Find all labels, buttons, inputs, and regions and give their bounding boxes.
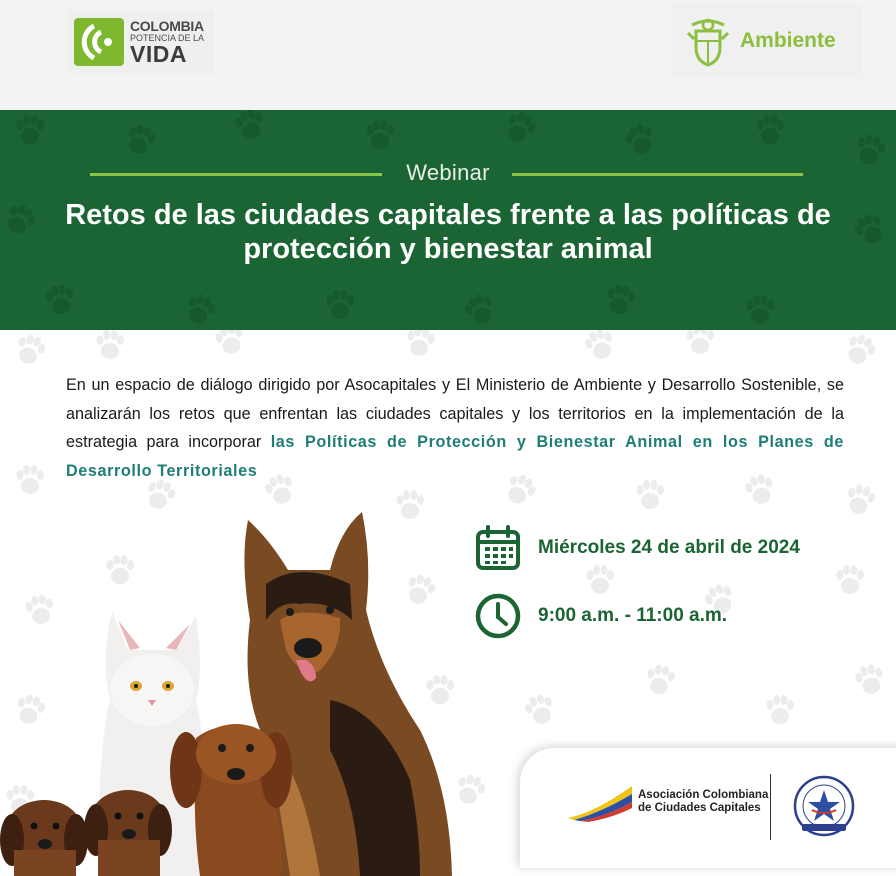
ministerio-ambiente-logo — [672, 4, 862, 78]
ministry-name: Ambiente — [740, 29, 836, 52]
event-description — [66, 371, 844, 485]
puppy-middle — [84, 790, 172, 876]
signal-wave-icon — [74, 18, 124, 66]
calendar-icon — [474, 524, 522, 572]
org-name-line-1: Asociación Colombiana — [638, 789, 769, 801]
logo-line-1: COLOMBIA — [130, 17, 204, 34]
coat-of-arms-icon — [684, 15, 732, 67]
description-highlight: las Políticas de Protección y Bienestar Animal en los Planes de Desarrollo Territoriales — [66, 433, 845, 480]
event-date-row — [474, 524, 800, 572]
certification-seal-icon — [792, 774, 856, 838]
page-title: Retos de las ciudades capitales frente a las políticas de protección y bienestar animal — [65, 199, 831, 265]
description-text: En un espacio de diálogo dirigido por Asocapitales y El Ministerio de Ambiente y Desarrollo Sostenible, se analizarán los retos que enfrentan las ciudades capitales y los territorios en la implementación de la estrategia para incorporar — [66, 376, 844, 452]
footer-divider — [770, 774, 771, 840]
logo-line-3: VIDA — [130, 40, 187, 67]
logo-line-2: POTENCIA DE LA — [130, 32, 205, 43]
asocapitales-logo — [566, 782, 768, 822]
swoosh-flag-icon — [566, 782, 634, 822]
colombia-potencia-de-la-vida-logo — [68, 10, 214, 74]
title-banner — [0, 110, 896, 330]
puppy-left — [0, 800, 88, 876]
event-type-label: Webinar — [406, 160, 490, 185]
organizer-logos-card — [520, 748, 896, 868]
event-date: Miércoles 24 de abril de 2024 — [538, 537, 800, 558]
clock-icon — [474, 592, 522, 640]
pets-photo — [0, 500, 470, 876]
top-bar — [0, 0, 896, 110]
event-time-row — [474, 592, 727, 640]
org-name-line-2: de Ciudades Capitales — [638, 802, 761, 814]
event-time: 9:00 a.m. - 11:00 a.m. — [538, 605, 728, 626]
content-area — [0, 330, 896, 876]
